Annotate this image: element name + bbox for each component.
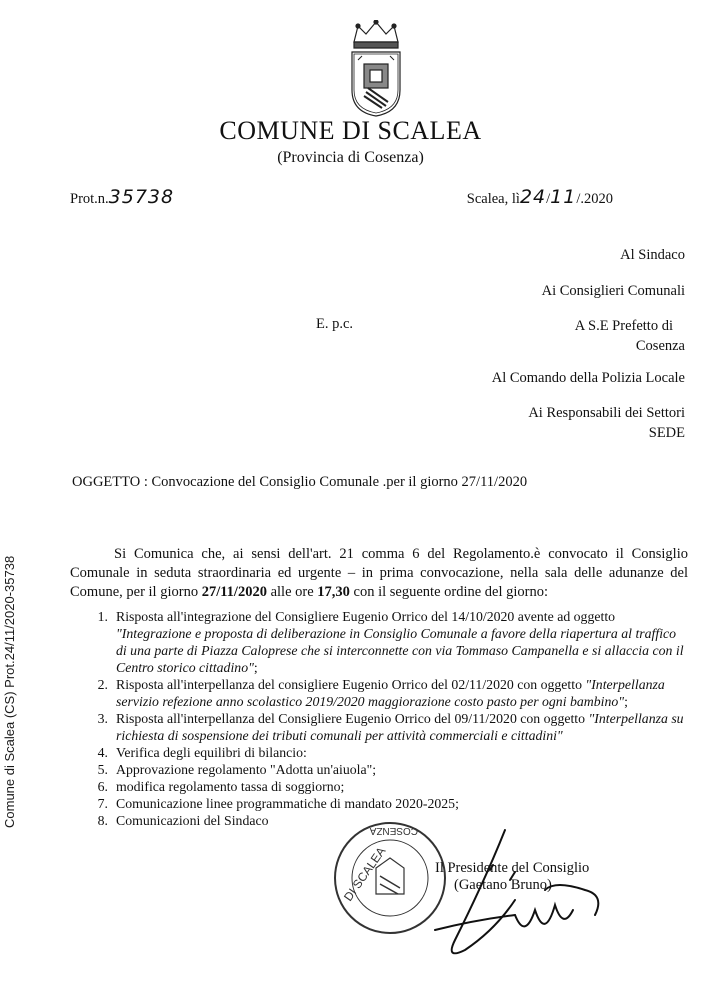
agenda-item <box>80 761 685 778</box>
body-part3: con il seguente ordine del giorno: <box>349 584 549 600</box>
meeting-time: 17,30 <box>317 584 350 600</box>
prefetto-line2: Cosenza <box>635 338 685 354</box>
epc-label: E. p.c. <box>316 316 354 332</box>
agenda-text: Comunicazioni del Sindaco <box>116 813 269 828</box>
recipient-responsabili <box>528 403 685 443</box>
agenda-num: 1. <box>97 609 108 624</box>
agenda-italic: "Interpellanza servizio refezione anno scolastico 2019/2020 maggiorazione costo pasto per ogni bambino" <box>116 677 665 709</box>
coat-of-arms-icon <box>346 20 406 118</box>
date-prefix: Scalea, lì <box>466 191 520 207</box>
agenda-tail: ; <box>624 694 628 709</box>
agenda-num: 3. <box>97 711 108 726</box>
agenda-list <box>80 608 685 829</box>
agenda-num: 4. <box>97 745 108 760</box>
responsabili-line1: Ai Responsabili dei Settori <box>528 405 685 421</box>
province-subtitle: (Provincia di Cosenza) <box>277 149 424 166</box>
subject-line: OGGETTO : Convocazione del Consiglio Comunale .per il giorno 27/11/2020 <box>72 474 528 490</box>
agenda-text: Risposta all'integrazione del Consigliere Eugenio Orrico del 14/10/2020 avente ad oggetto <box>116 609 616 624</box>
signature-title: Il Presidente del Consiglio <box>435 860 590 876</box>
agenda-item <box>80 778 685 795</box>
protocol-side-stamp: Comune di Scalea (CS) Prot.24/11/2020-35738 <box>2 555 17 828</box>
agenda-text: Risposta all'interpellanza del consigliere Eugenio Orrico del 02/11/2020 con oggetto <box>116 677 586 692</box>
recipient-sindaco: Al Sindaco <box>620 247 685 263</box>
handwritten-signature-icon <box>395 820 615 980</box>
agenda-item <box>80 608 685 676</box>
agenda-text: Approvazione regolamento "Adotta un'aiuola"; <box>116 762 377 777</box>
agenda-text: Risposta all'interpellanza del Consigliere Eugenio Orrico del 09/11/2020 con oggetto <box>116 711 589 726</box>
document-date: Scalea, lì24/11/.2020 <box>466 186 613 208</box>
agenda-text: Comunicazione linee programmatiche di mandato 2020-2025; <box>116 796 459 811</box>
agenda-italic: "Interpellanza su richiesta di sospensione dei tributi comunali per attività commerciali e cittadini" <box>116 711 684 743</box>
meeting-date: 27/11/2020 <box>201 584 267 600</box>
agenda-num: 5. <box>97 762 108 777</box>
agenda-item <box>80 710 685 744</box>
agenda-num: 2. <box>97 677 108 692</box>
date-year: /.2020 <box>576 191 613 207</box>
agenda-num: 7. <box>97 796 108 811</box>
agenda-text: modifica regolamento tassa di soggiorno; <box>116 779 345 794</box>
agenda-text: Verifica degli equilibri di bilancio: <box>116 745 307 760</box>
date-day: 24 <box>519 186 547 208</box>
svg-text:DI SCALEA: DI SCALEA <box>340 844 389 904</box>
body-part2: alle ore <box>266 584 318 600</box>
recipient-polizia: Al Comando della Polizia Locale <box>491 370 685 386</box>
body-paragraph <box>70 545 688 602</box>
body-part1: Si Comunica che, ai sensi dell'art. 21 comma 6 del Regolamento.è convocato il Consiglio Comunale in seduta straordinaria ed urgente – in prima convocazione, nella sala delle adunanze del Comune, per il giorno <box>70 546 688 600</box>
recipient-consiglieri: Ai Consiglieri Comunali <box>541 283 685 299</box>
date-month: 11 <box>550 186 577 208</box>
recipient-prefetto <box>575 316 685 356</box>
agenda-num: 8. <box>97 813 108 828</box>
agenda-item <box>80 676 685 710</box>
agenda-tail: ; <box>253 660 258 675</box>
agenda-item <box>80 744 685 761</box>
agenda-num: 6. <box>97 779 108 794</box>
municipality-title: COMUNE DI SCALEA <box>219 116 482 145</box>
agenda-item <box>80 795 685 812</box>
agenda-italic: "Integrazione e proposta di deliberazione in Consiglio Comunale a favore della riapertura al traffico di una parte di Piazza Caloprese che si interconnette con via Tommaso Campanella e si allaccia con il Centro storico cittadino" <box>116 626 684 675</box>
signatory-name: (Gaetano Bruno) <box>454 877 552 893</box>
protocol-label: Prot.n. <box>70 191 109 207</box>
svg-text:COSENZA: COSENZA <box>369 825 418 836</box>
protocol-number <box>70 186 174 208</box>
protocol-handwritten-number: 35738 <box>108 186 175 208</box>
responsabili-line2: SEDE <box>648 425 685 441</box>
prefetto-line1: A S.E Prefetto di <box>574 318 673 334</box>
